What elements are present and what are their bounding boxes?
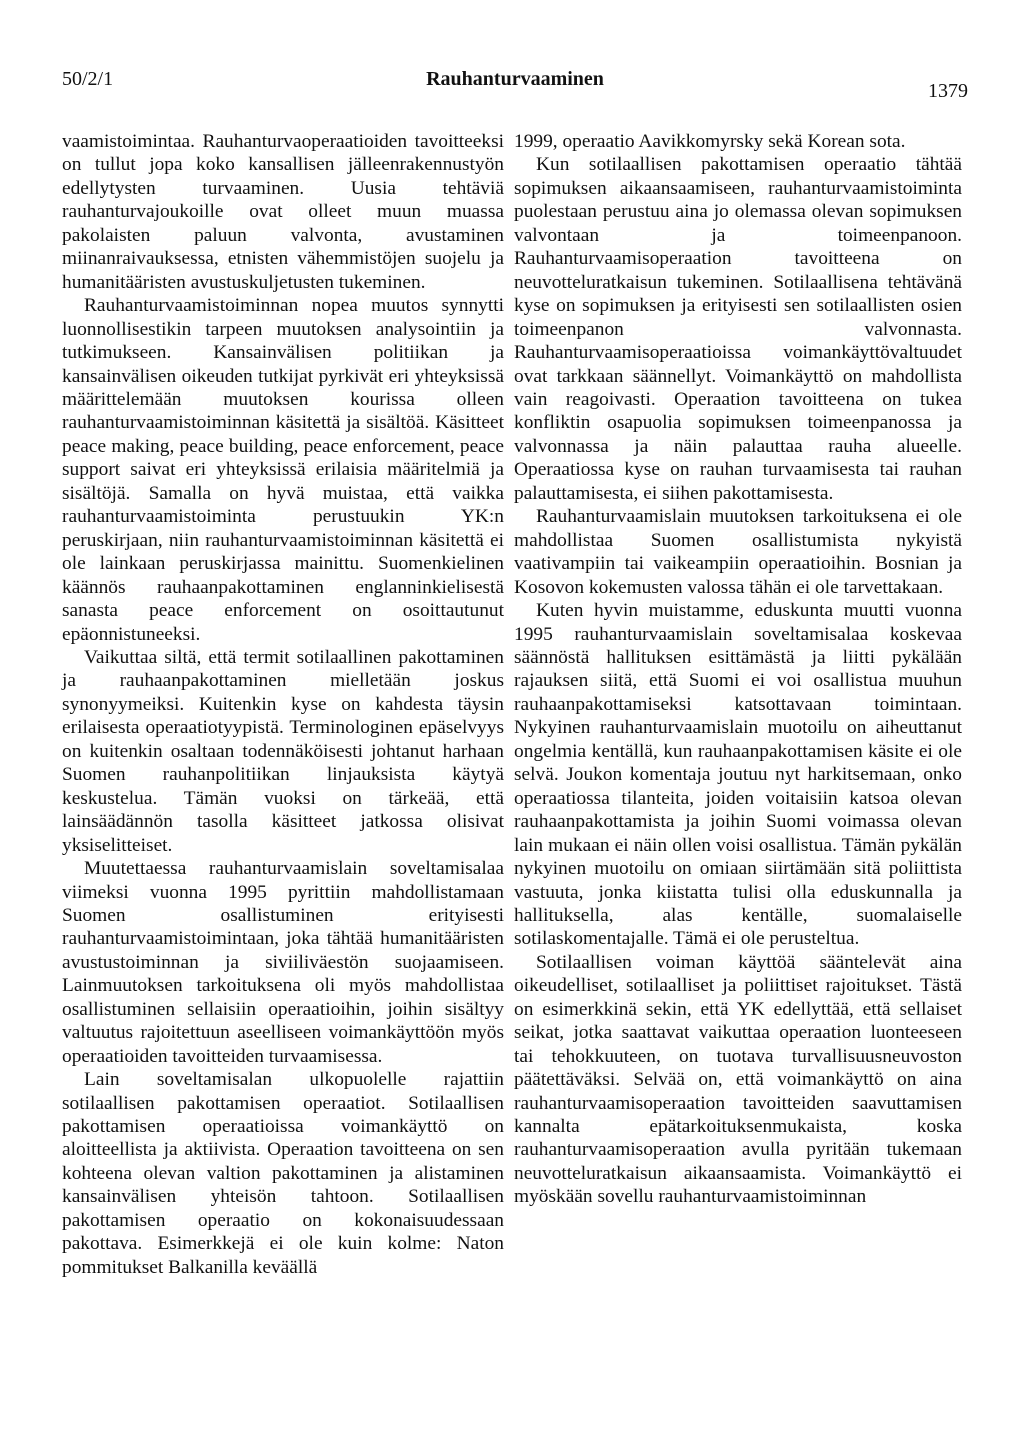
- page-number: 1379: [928, 80, 968, 102]
- paragraph: Muutettaessa rauhanturvaamislain soveltamisalaa viimeksi vuonna 1995 pyrittiin mahdollistamaan Suomen osallistuminen erityisesti rauhanturvaamistoimintaan, joka tähtää humanitääristen avustustoiminnan ja siviiliväestön suojaamiseen. Lainmuutoksen tarkoituksena oli myös mahdollistaa osallistuminen sellaisiin operaatioihin, joihin sisältyy valtuutus rajoitettuun aseelliseen voimankäyttöön myös operaatioiden tavoitteiden turvaamisessa.: [62, 858, 504, 1067]
- paragraph: 1999, operaatio Aavikkomyrsky sekä Korean sota.: [514, 131, 906, 152]
- document-reference: 50/2/1: [62, 68, 114, 90]
- paragraph: Sotilaallisen voiman käyttöä sääntelevät aina oikeudelliset, sotilaalliset ja poliittiset rajoitukset. Tästä on esimerkkinä sekin, että YK edellyttää, että sellaiset seikat, jotka saattavat vaikuttaa operaation luonteeseen tai tehokkuuteen, on tuotava turvallisuusneuvoston päätettäväksi. Selvää on, että voimankäyttö on aina rauhanturvaamisoperaation tavoitteiden saavuttamisen kannalta epätarkoituksenmukaista, koska rauhanturvaamisoperaation avulla pyritään tukemaan neuvotteluratkaisun aikaansaamista. Voimankäyttö ei myöskään sovellu rauhanturvaamistoiminnan: [514, 951, 962, 1208]
- page-header: [62, 68, 968, 100]
- paragraph: Rauhanturvaamislain muutoksen tarkoituksena ei ole mahdollistaa Suomen osallistumista nykyistä vaativampiin tai vaikeampiin operaatioihin. Bosnian ja Kosovon kokemusten valossa tähän ei ole tarvettakaan.: [514, 506, 962, 598]
- paragraph: Lain soveltamisalan ulkopuolelle rajattiin sotilaallisen pakottamisen operaatiot. Sotilaallisen pakottamisen operaatioissa voimankäyttö on aloitteellista ja aktiivista. Operaation tavoitteena on sen kohteena olevan valtion pakottaminen ja alistaminen kansainvälisen yhteisön tahtoon. Sotilaallisen pakottamisen operaatio on kokonaisuudessaan pakottava. Esimerkkejä ei ole kuin kolme: Naton pommitukset Balkanilla keväällä: [62, 1069, 504, 1278]
- paragraph: Rauhanturvaamistoiminnan nopea muutos synnytti luonnollisestikin tarpeen muutoksen analysointiin ja tutkimukseen. Kansainvälisen politiikan ja kansainvälisen oikeuden tutkijat pyrkivät eri yhteyksissä määrittelemään muutoksen kourissa olleen rauhanturvaamistoiminnan käsitettä ja sisältöä. Käsitteet peace making, peace building, peace enforcement, peace support saivat eri yhteyksissä erilaisia määritelmiä ja sisältöjä. Samalla on hyvä muistaa, että vaikka rauhanturvaamistoiminta perustuukin YK:n peruskirjaan, niin rauhanturvaamistoiminnan käsitettä ei ole lainkaan peruskirjassa mainittu. Suomenkielinen käännös rauhaanpakottaminen englanninkielisestä sanasta peace enforcement on osoittautunut epäonnistuneeksi.: [62, 295, 504, 645]
- paragraph: vaamistoimintaa. Rauhanturvaoperaatioiden tavoitteeksi on tullut jopa koko kansallisen jälleenrakennustyön edellytysten turvaaminen. Uusia tehtäviä rauhanturvajoukoille ovat olleet muun muassa pakolaisten paluun valvonta, avustaminen miinanraivauksessa, etnisten vähemmistöjen suojelu ja humanitääristen avustuskuljetusten tukeminen.: [62, 131, 504, 293]
- paragraph: Kuten hyvin muistamme, eduskunta muutti vuonna 1995 rauhanturvaamislain soveltamisalaa koskevaa säännöstä hallituksen esittämästä ja liitti pykälään rajauksen siitä, että Suomi ei voi osallistua muuhun rauhaanpakottamiseksi katsottavaan toimintaan. Nykyinen rauhanturvaamislain muotoilu on aiheuttanut ongelmia kentällä, kun rauhaanpakottamisen käsite ei ole selvä. Joukon komentaja joutuu nyt harkitsemaan, onko operaatiossa tilanteita, joiden voitaisiin katsoa olevan rauhaanpakottamista ja joihin Suomi voimassa olevan lain mukaan ei näin ollen voisi osallistua. Tämän pykälän nykyinen muotoilu on omiaan siirtämään sitä poliittista vastuuta, jonka kiistatta tulisi olla eduskunnalla ja hallituksella, alas kentälle, suomalaiselle sotilaskomentajalle. Tämä ei ole perusteltua.: [514, 600, 962, 950]
- paragraph: Vaikuttaa siltä, että termit sotilaallinen pakottaminen ja rauhaanpakottaminen mielletään joskus synonyymeiksi. Kuitenkin kyse on kahdesta täysin erilaisesta operaatiotyypistä. Terminologinen epäselvyys on kuitenkin osaltaan todennäköisesti johtanut harhaan Suomen rauhanpolitiikan linjauksista käytyä keskustelua. Tämän vuoksi on tärkeää, että lainsäädännön tasolla käsitteet jatkossa olisivat yksiselitteiset.: [62, 646, 504, 856]
- running-title: Rauhanturvaaminen: [426, 68, 604, 90]
- right-text-column: [514, 130, 962, 1209]
- left-text-column: [62, 130, 504, 1279]
- paragraph: Kun sotilaallisen pakottamisen operaatio tähtää sopimuksen aikaansaamiseen, rauhanturvaamistoiminta puolestaan perustuu aina jo olemassa olevan sopimuksen valvontaan ja toimeenpanoon. Rauhanturvaamisoperaation tavoitteena on neuvotteluratkaisun tukeminen. Sotilaallisena tehtävänä kyse on sopimuksen ja erityisesti sen sotilaallisten osien toimeenpanon valvonnasta. Rauhanturvaamisoperaatioissa voimankäyttövaltuudet ovat tarkkaan säännellyt. Voimankäyttö on mahdollista vain reagoivasti. Operaation tavoitteena on tukea konfliktin osapuolia sopimuksen toimeenpanossa ja valvonnassa ja näin palauttaa rauha alueelle. Operaatiossa kyse on rauhan turvaamisesta tai rauhan palauttamisesta, ei siihen pakottamisesta.: [514, 154, 962, 504]
